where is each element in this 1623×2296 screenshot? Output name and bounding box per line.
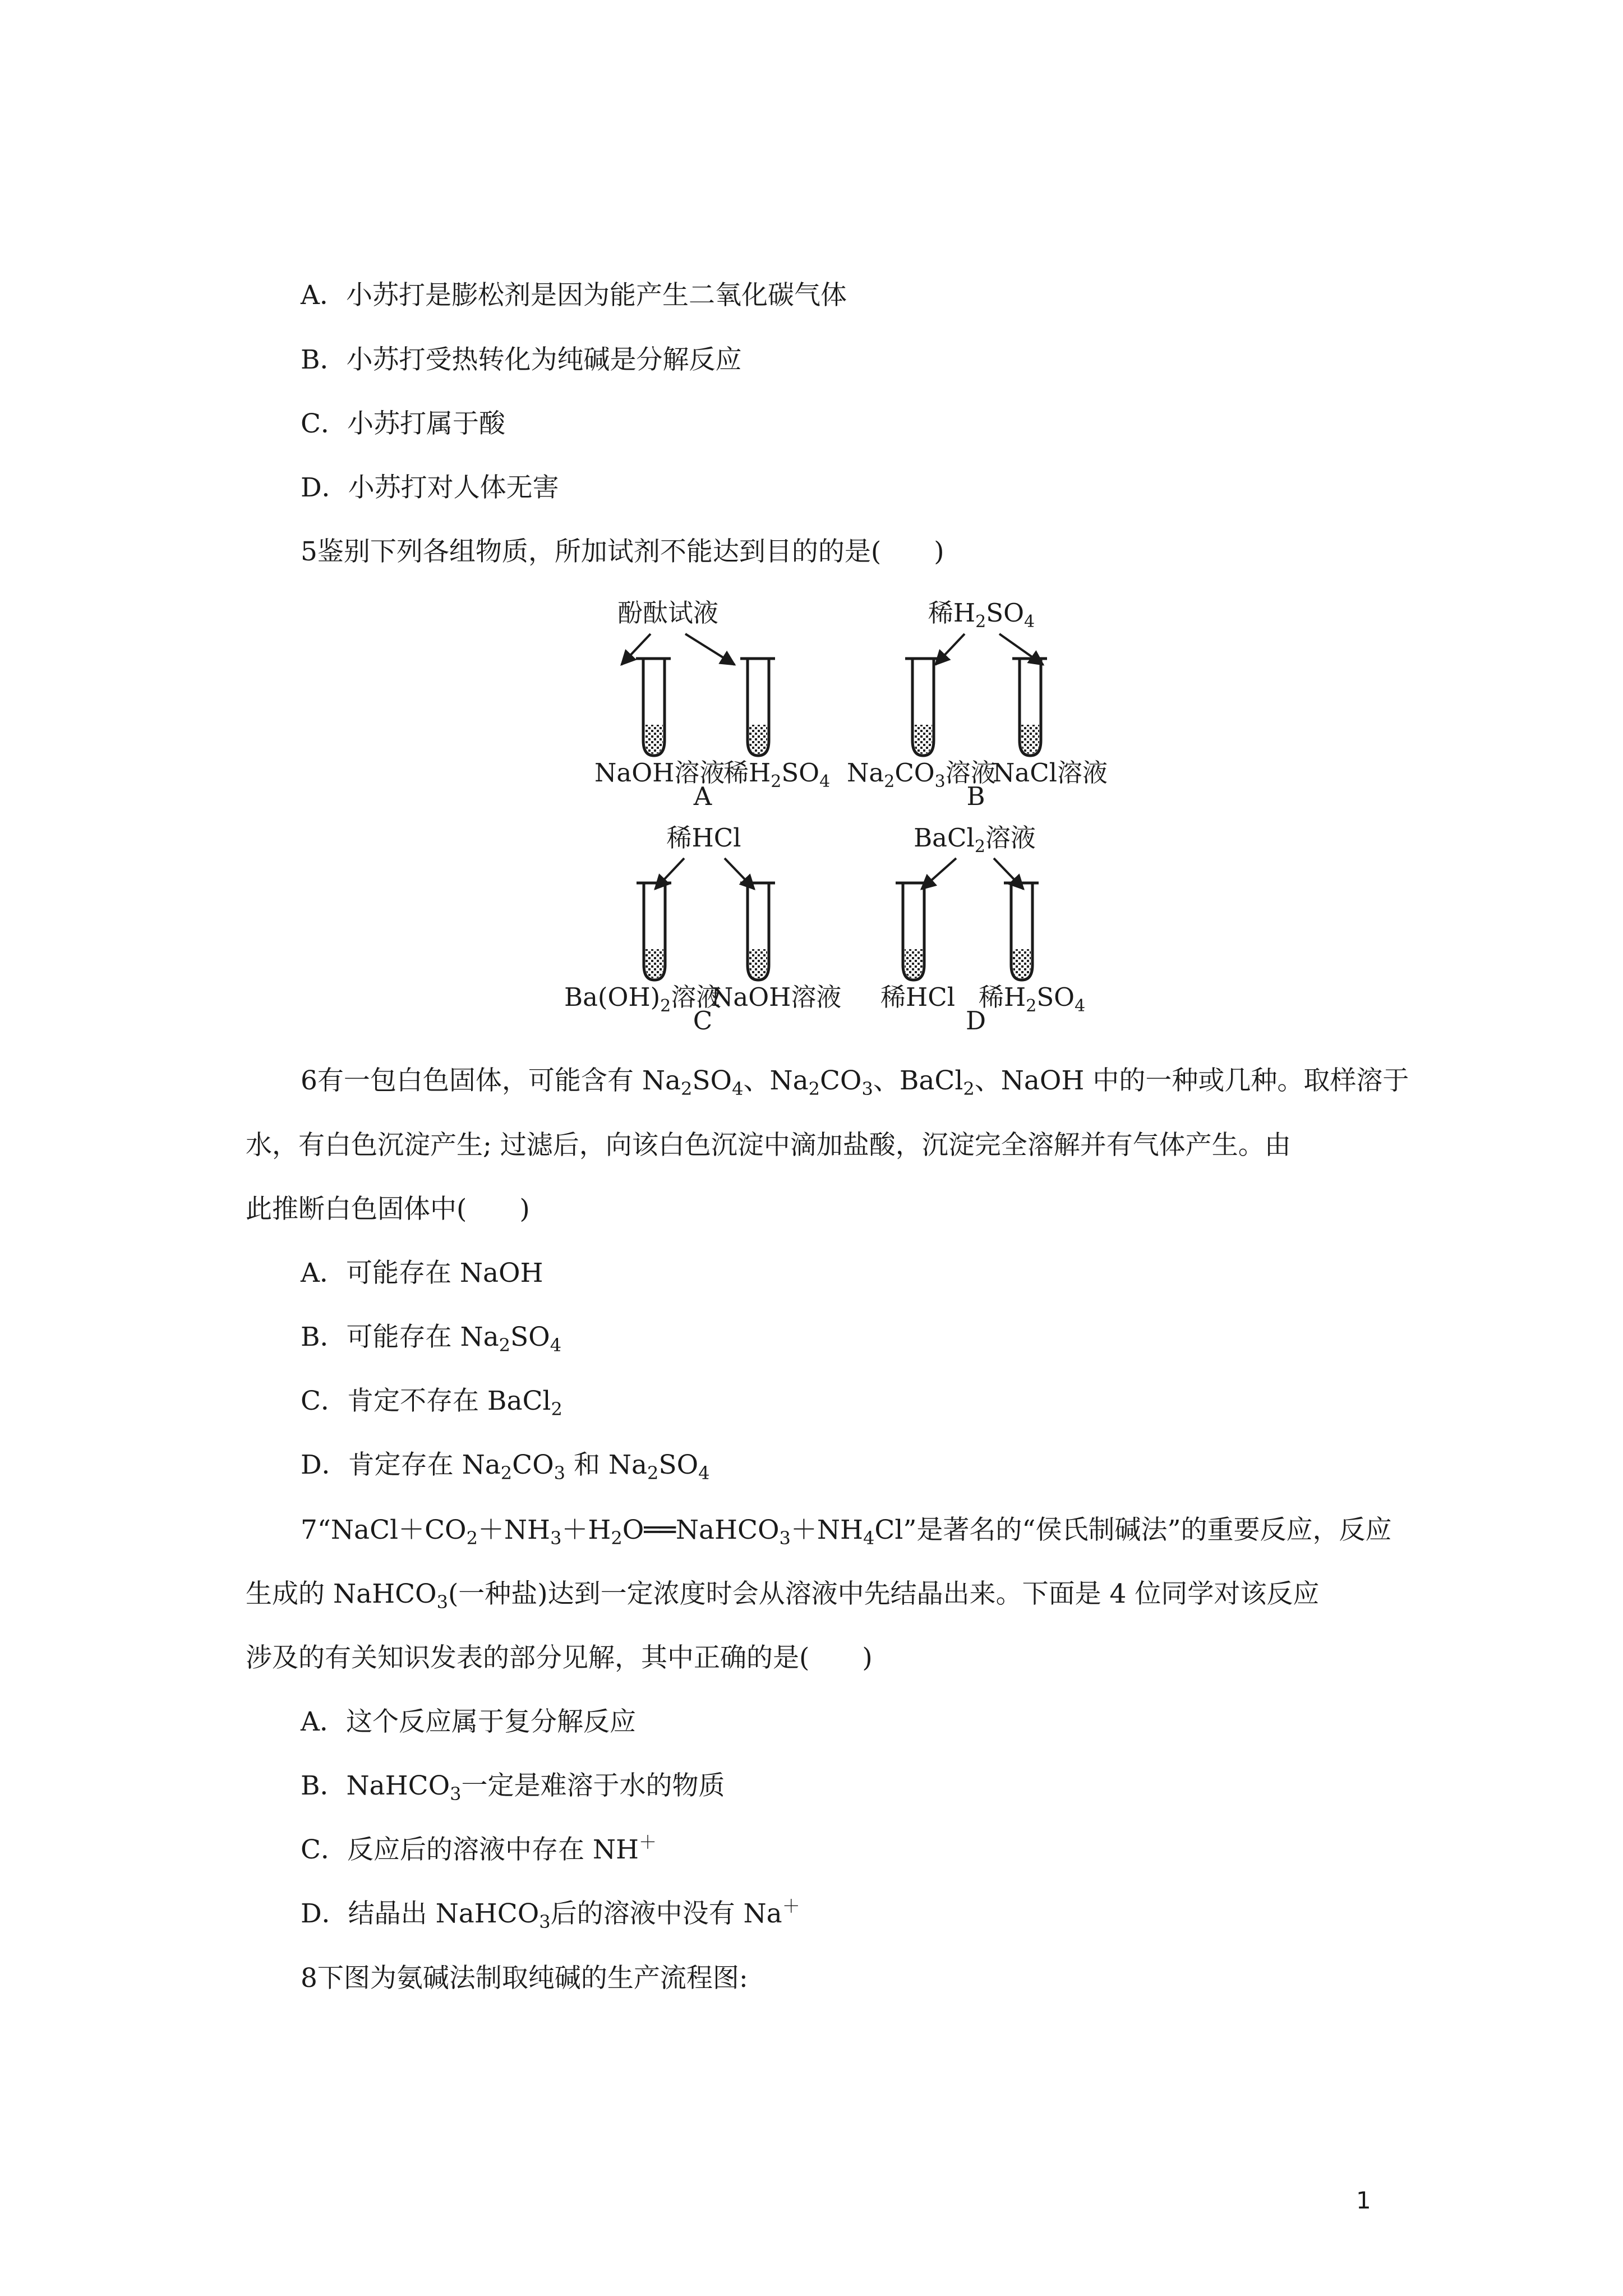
group-d-reagent: BaCl$_2$溶液: [914, 823, 1036, 857]
group-c-arrow-left: [655, 858, 684, 889]
q6-stem-line-2: 水，有白色沉淀产生; 过滤后，向该白色沉淀中滴加盐酸，沉淀完全溶解并有气体产生。由: [246, 1130, 1291, 1161]
figure-group-d: [880, 823, 1085, 1036]
group-c-arrow-right: [725, 858, 754, 889]
q7-option-d: D．结晶出 NaHCO$_3$后的溶液中没有 Na＋: [301, 1895, 800, 1932]
group-b-arrow-right: [999, 634, 1043, 665]
group-b-arrow-left: [935, 634, 965, 665]
q6-option-d: D．肯定存在 $Na_2CO_3$ 和 $Na_2SO_4$: [301, 1450, 710, 1484]
q7-stem-line-1: $7“NaCl+CO_2+NH_3+H_2O══NaHCO_3+NH_4Cl$”是著名的“侯氏制碱法”的重要反应，反应: [301, 1515, 1392, 1549]
group-d-letter: D: [965, 1006, 986, 1036]
q7-stem-line-3: 涉及的有关知识发表的部分见解，其中正确的是( ): [246, 1642, 873, 1673]
q6-option-c: C．肯定不存在 BaCl$_2$: [301, 1386, 562, 1420]
group-a-tube-left: [636, 659, 671, 756]
group-d-right-label: 稀$H_2SO_4$: [979, 982, 1086, 1016]
q4-option-a: A．小苏打是膨松剂是因为能产生二氧化碳气体: [301, 280, 847, 311]
group-b-tube-left: [905, 659, 940, 756]
group-a-arrow-left: [621, 634, 651, 665]
figure-group-c: [564, 823, 841, 1036]
group-c-tube-right: [740, 883, 775, 980]
figure-group-b: [847, 598, 1108, 811]
group-b-right-label: NaCl溶液: [993, 758, 1108, 788]
group-a-letter: A: [693, 781, 712, 811]
group-b-tube-right: [1012, 659, 1047, 756]
q6-option-a: A．可能存在 NaOH: [301, 1258, 543, 1289]
q7-option-b: B．NaHCO$_3$一定是难溶于水的物质: [301, 1770, 725, 1805]
q4-option-b: B．小苏打受热转化为纯碱是分解反应: [301, 344, 742, 375]
q6-stem-line-3: 此推断白色固体中( ): [246, 1194, 530, 1225]
group-a-right-label: 稀$H_2SO_4$: [723, 758, 831, 792]
group-b-reagent: 稀$H_2SO_4$: [928, 598, 1035, 632]
page-number: 1: [1356, 2187, 1371, 2214]
group-b-left-label: $Na_2CO_3$溶液: [847, 758, 996, 792]
q6-stem-line-1: 6有一包白色固体，可能含有 $Na_2SO_4$、$Na_2CO_3$、BaCl$_2$、NaOH 中的一种或几种。取样溶于: [301, 1065, 1409, 1099]
group-c-tube-left: [637, 883, 671, 980]
q4-option-d: D．小苏打对人体无害: [301, 472, 559, 503]
q8-stem: 8下图为氨碱法制取纯碱的生产流程图:: [301, 1963, 748, 1994]
q7-option-a: A．这个反应属于复分解反应: [301, 1706, 636, 1737]
group-c-letter: C: [693, 1006, 713, 1036]
group-a-tube-right: [740, 659, 775, 756]
q6-option-b: B．可能存在 $Na_2SO_4$: [301, 1322, 562, 1356]
group-b-letter: B: [966, 781, 985, 811]
group-c-right-label: NaOH溶液: [711, 982, 842, 1012]
group-d-tube-right: [1004, 883, 1039, 980]
group-d-tube-left: [896, 883, 930, 980]
group-a-left-label: NaOH溶液: [594, 758, 725, 788]
q4-option-c: C．小苏打属于酸: [301, 408, 505, 439]
group-c-left-label: $Ba(OH)_2$溶液: [564, 982, 722, 1016]
figure-group-a: [594, 598, 830, 811]
group-a-reagent: 酚酞试液: [617, 598, 719, 628]
group-d-arrow-left: [921, 858, 956, 889]
q5-stem: 5鉴别下列各组物质，所加试剂不能达到目的的是( ): [301, 536, 944, 567]
group-c-reagent: 稀HCl: [666, 823, 741, 853]
q7-stem-line-2: 生成的 NaHCO$_3$(一种盐)达到一定浓度时会从溶液中先结晶出来。下面是 4 位同学对该反应: [246, 1579, 1320, 1613]
group-a-arrow-right: [685, 634, 735, 665]
q7-option-c: C．反应后的溶液中存在 NH＋: [301, 1832, 657, 1865]
group-d-arrow-right: [994, 858, 1023, 889]
q5-test-tube-figure: [0, 0, 1623, 1066]
group-d-left-label: 稀HCl: [880, 982, 956, 1012]
